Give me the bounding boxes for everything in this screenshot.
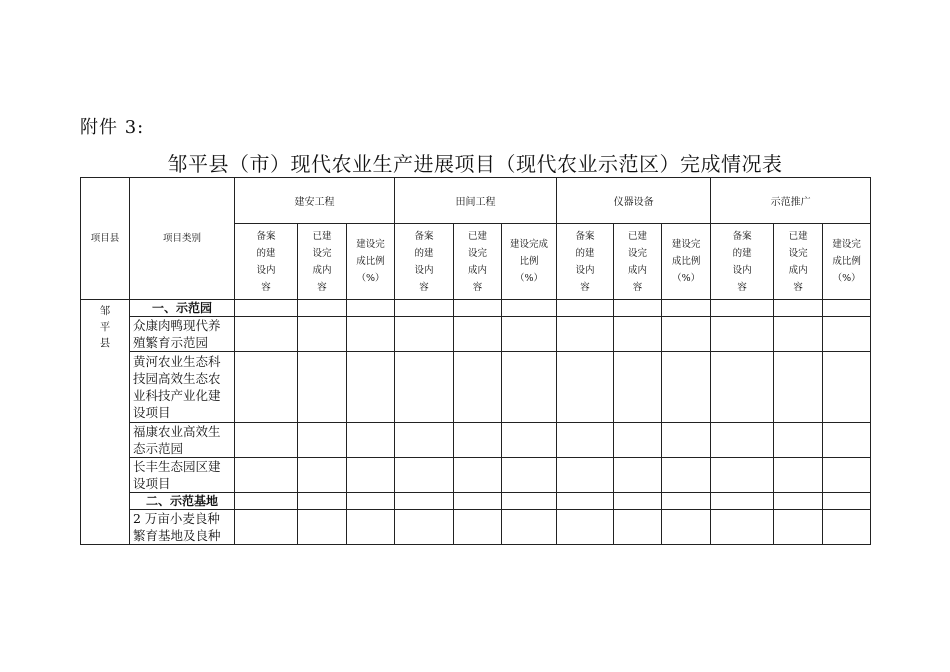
county-char: 邹 bbox=[99, 305, 111, 317]
header-group-equipment: 仪器设备 bbox=[557, 178, 711, 224]
sub-header-line: 设完 bbox=[312, 247, 332, 259]
project-name: 2 万亩小麦良种繁育基地及良种 bbox=[130, 510, 235, 545]
sub-header-line: （%） bbox=[515, 273, 544, 284]
county-char: 县 bbox=[99, 337, 111, 349]
sub-header-line: 备案 bbox=[732, 230, 752, 242]
empty-cell bbox=[395, 493, 454, 510]
empty-cell bbox=[662, 423, 711, 458]
empty-cell bbox=[502, 423, 557, 458]
empty-cell bbox=[395, 300, 454, 317]
empty-cell bbox=[395, 510, 454, 545]
empty-cell bbox=[774, 300, 823, 317]
empty-cell bbox=[662, 352, 711, 423]
empty-cell bbox=[557, 458, 614, 493]
table-row bbox=[81, 317, 871, 352]
empty-cell bbox=[662, 493, 711, 510]
empty-cell bbox=[823, 493, 871, 510]
sub-header-line: 已建 bbox=[628, 230, 648, 242]
empty-cell bbox=[235, 423, 298, 458]
empty-cell bbox=[502, 300, 557, 317]
sub-header-line: 容 bbox=[737, 281, 747, 293]
completion-table bbox=[80, 177, 871, 545]
empty-cell bbox=[823, 510, 871, 545]
empty-cell bbox=[557, 423, 614, 458]
sub-header-cell bbox=[502, 224, 557, 300]
section-row bbox=[81, 300, 871, 317]
empty-cell bbox=[774, 458, 823, 493]
empty-cell bbox=[823, 317, 871, 352]
sub-header-cell bbox=[557, 224, 614, 300]
empty-cell bbox=[298, 510, 347, 545]
sub-header-cell bbox=[347, 224, 395, 300]
empty-cell bbox=[557, 300, 614, 317]
sub-header-cell bbox=[823, 224, 871, 300]
project-name: 众康肉鸭现代养殖繁育示范园 bbox=[130, 317, 235, 352]
empty-cell bbox=[454, 423, 502, 458]
header-group-construction: 建安工程 bbox=[235, 178, 395, 224]
empty-cell bbox=[774, 510, 823, 545]
empty-cell bbox=[454, 458, 502, 493]
section-label: 一、示范园 bbox=[130, 300, 235, 317]
empty-cell bbox=[298, 493, 347, 510]
empty-cell bbox=[557, 317, 614, 352]
sub-header-cell bbox=[298, 224, 347, 300]
sub-header-line: 建设完 bbox=[671, 239, 701, 250]
empty-cell bbox=[235, 493, 298, 510]
empty-cell bbox=[774, 423, 823, 458]
sub-header-line: 容 bbox=[793, 281, 803, 293]
sub-header-line: 成内 bbox=[312, 264, 332, 276]
header-county: 项目县 bbox=[81, 178, 130, 300]
sub-header-line: 的建 bbox=[732, 247, 752, 259]
sub-header-line: 容 bbox=[317, 281, 327, 293]
empty-cell bbox=[347, 493, 395, 510]
sub-header-line: 比例 bbox=[519, 256, 539, 267]
sub-header-cell bbox=[395, 224, 454, 300]
empty-cell bbox=[502, 352, 557, 423]
empty-cell bbox=[502, 493, 557, 510]
empty-cell bbox=[235, 458, 298, 493]
empty-cell bbox=[614, 423, 662, 458]
header-group-promotion: 示范推广 bbox=[711, 178, 871, 224]
sub-header-line: 已建 bbox=[312, 230, 332, 242]
empty-cell bbox=[347, 352, 395, 423]
empty-cell bbox=[711, 300, 774, 317]
sub-header-line: 成比例 bbox=[671, 256, 701, 267]
sub-header-line: 设完 bbox=[628, 247, 648, 259]
sub-header-line: 容 bbox=[419, 281, 429, 293]
page-title: 邹平县（市）现代农业生产进展项目（现代农业示范区）完成情况表 bbox=[167, 152, 783, 176]
empty-cell bbox=[614, 510, 662, 545]
sub-header-line: 成内 bbox=[628, 264, 648, 276]
sub-header-cell bbox=[235, 224, 298, 300]
empty-cell bbox=[614, 317, 662, 352]
empty-cell bbox=[454, 510, 502, 545]
empty-cell bbox=[557, 352, 614, 423]
sub-header-line: 建设完 bbox=[356, 239, 385, 250]
sub-header-line: 设完 bbox=[468, 247, 488, 259]
empty-cell bbox=[614, 493, 662, 510]
sub-header-line: 的建 bbox=[256, 247, 276, 259]
sub-header-line: 容 bbox=[632, 281, 643, 293]
empty-cell bbox=[711, 423, 774, 458]
sub-header-line: （%） bbox=[832, 273, 861, 284]
sub-header-line: 设内 bbox=[732, 264, 752, 276]
empty-cell bbox=[662, 317, 711, 352]
empty-cell bbox=[235, 300, 298, 317]
empty-cell bbox=[298, 458, 347, 493]
sub-header-line: 设内 bbox=[256, 264, 276, 276]
empty-cell bbox=[395, 352, 454, 423]
sub-header-line: 备案 bbox=[256, 230, 276, 242]
empty-cell bbox=[454, 317, 502, 352]
empty-cell bbox=[347, 317, 395, 352]
empty-cell bbox=[614, 300, 662, 317]
empty-cell bbox=[298, 423, 347, 458]
sub-header-cell bbox=[711, 224, 774, 300]
sub-header-line: 已建 bbox=[788, 230, 808, 242]
empty-cell bbox=[614, 458, 662, 493]
empty-cell bbox=[347, 300, 395, 317]
empty-cell bbox=[774, 493, 823, 510]
sub-header-line: 容 bbox=[472, 281, 483, 293]
attachment-label: 附件 3: bbox=[80, 117, 145, 138]
empty-cell bbox=[711, 458, 774, 493]
empty-cell bbox=[454, 493, 502, 510]
sub-header-line: 设内 bbox=[575, 264, 595, 276]
empty-cell bbox=[235, 510, 298, 545]
table-row bbox=[81, 510, 871, 545]
sub-header-cell bbox=[454, 224, 502, 300]
sub-header-line: 建设完 bbox=[832, 239, 861, 250]
empty-cell bbox=[662, 458, 711, 493]
empty-cell bbox=[454, 300, 502, 317]
empty-cell bbox=[711, 352, 774, 423]
sub-header-line: 容 bbox=[580, 281, 590, 293]
sub-header-line: 成内 bbox=[468, 264, 488, 276]
sub-header-line: 的建 bbox=[575, 247, 595, 259]
empty-cell bbox=[774, 317, 823, 352]
empty-cell bbox=[235, 352, 298, 423]
sub-header-line: 容 bbox=[261, 281, 271, 293]
empty-cell bbox=[298, 317, 347, 352]
empty-cell bbox=[454, 352, 502, 423]
empty-cell bbox=[347, 423, 395, 458]
table-row bbox=[81, 458, 871, 493]
empty-cell bbox=[557, 493, 614, 510]
sub-header-line: 成比例 bbox=[356, 256, 385, 267]
sub-header-line: （%） bbox=[356, 273, 385, 284]
empty-cell bbox=[614, 352, 662, 423]
sub-header-line: 的建 bbox=[414, 247, 434, 259]
sub-header-line: 备案 bbox=[575, 230, 595, 242]
empty-cell bbox=[502, 510, 557, 545]
empty-cell bbox=[711, 317, 774, 352]
empty-cell bbox=[823, 300, 871, 317]
empty-cell bbox=[711, 510, 774, 545]
header-category: 项目类别 bbox=[130, 178, 235, 300]
empty-cell bbox=[823, 352, 871, 423]
header-group-field: 田间工程 bbox=[395, 178, 557, 224]
sub-header-line: 备案 bbox=[414, 230, 434, 242]
empty-cell bbox=[298, 300, 347, 317]
empty-cell bbox=[662, 510, 711, 545]
project-name: 福康农业高效生态示范园 bbox=[130, 423, 235, 458]
sub-header-line: 已建 bbox=[468, 230, 488, 242]
empty-cell bbox=[347, 458, 395, 493]
sub-header-line: （%） bbox=[672, 273, 701, 284]
empty-cell bbox=[235, 317, 298, 352]
sub-header-line: 建设完成 bbox=[510, 239, 549, 250]
empty-cell bbox=[502, 458, 557, 493]
sub-header-cell bbox=[662, 224, 711, 300]
section-label: 二、示范基地 bbox=[130, 493, 235, 510]
empty-cell bbox=[347, 510, 395, 545]
sub-header-line: 成比例 bbox=[832, 256, 861, 267]
table-row bbox=[81, 423, 871, 458]
empty-cell bbox=[298, 352, 347, 423]
table-row bbox=[81, 352, 871, 423]
section-row bbox=[81, 493, 871, 510]
sub-header-line: 设完 bbox=[788, 247, 808, 259]
empty-cell bbox=[711, 493, 774, 510]
empty-cell bbox=[502, 317, 557, 352]
sub-header-line: 成内 bbox=[788, 264, 808, 276]
empty-cell bbox=[823, 458, 871, 493]
empty-cell bbox=[823, 423, 871, 458]
county-cell bbox=[81, 300, 130, 545]
empty-cell bbox=[395, 423, 454, 458]
sub-header-cell bbox=[614, 224, 662, 300]
empty-cell bbox=[395, 458, 454, 493]
sub-header-line: 设内 bbox=[414, 264, 434, 276]
empty-cell bbox=[662, 300, 711, 317]
project-name: 黄河农业生态科技园高效生态农业科技产业化建设项目 bbox=[130, 352, 235, 423]
empty-cell bbox=[395, 317, 454, 352]
empty-cell bbox=[774, 352, 823, 423]
project-name: 长丰生态园区建设项目 bbox=[130, 458, 235, 493]
county-char: 平 bbox=[99, 321, 111, 333]
sub-header-cell bbox=[774, 224, 823, 300]
empty-cell bbox=[557, 510, 614, 545]
